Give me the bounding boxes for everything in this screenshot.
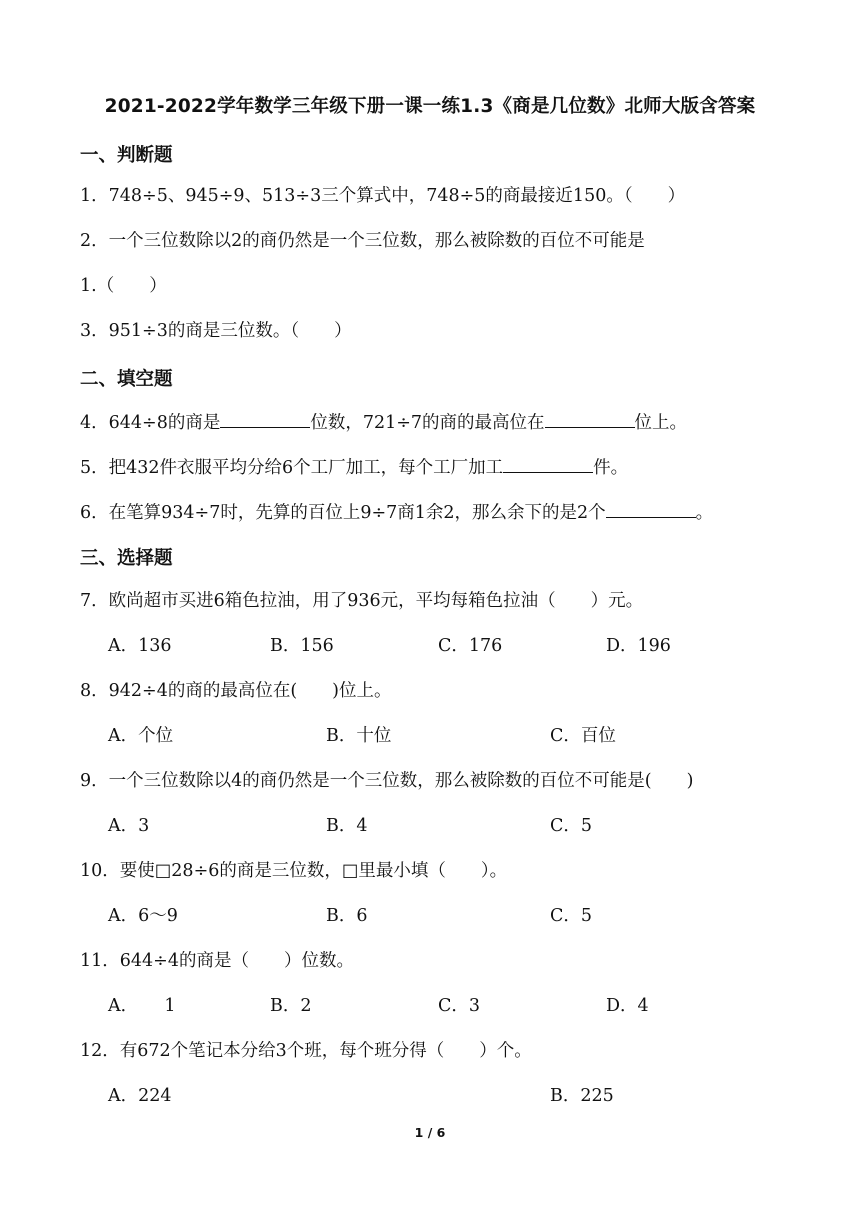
question-4-part-3: 位上。	[634, 413, 688, 433]
question-7: 7．欧尚超市买进6箱色拉油，用了936元，平均每箱色拉油（ ）元。	[80, 591, 644, 611]
option-a: A．3	[108, 816, 150, 836]
option-c: C．5	[550, 906, 593, 926]
question-4-part-1: 4．644÷8的商是	[80, 413, 221, 433]
question-3: 3．951÷3的商是三位数。（ ）	[80, 321, 352, 341]
option-a: A．224	[108, 1086, 172, 1106]
question-6	[80, 499, 713, 525]
option-a: A．136	[108, 636, 172, 656]
question-2-line-1: 2．一个三位数除以2的商仍然是一个三位数，那么被除数的百位不可能是	[80, 231, 645, 251]
option-c: C．176	[438, 636, 503, 656]
question-5-part-2: 件。	[593, 458, 629, 478]
option-b: B．225	[550, 1086, 614, 1106]
answer-blank	[545, 409, 635, 428]
question-5-part-1: 5．把432件衣服平均分给6个工厂加工，每个工厂加工	[80, 458, 504, 478]
option-a: A． 1	[108, 996, 176, 1016]
question-4-part-2: 位数，721÷7的商的最高位在	[310, 413, 545, 433]
option-b: B．6	[326, 906, 368, 926]
option-b: B．156	[270, 636, 334, 656]
question-1: 1．748÷5、945÷9、513÷3三个算式中，748÷5的商最接近150。（ ）	[80, 186, 686, 206]
question-12: 12．有672个笔记本分给3个班，每个班分得（ ）个。	[80, 1041, 532, 1061]
option-a: A．个位	[108, 726, 174, 746]
option-d: D．196	[606, 636, 671, 656]
question-8: 8．942÷4的商的最高位在( )位上。	[80, 681, 392, 701]
answer-blank	[503, 454, 593, 473]
question-5	[80, 454, 628, 480]
question-6-part-1: 6．在笔算934÷7时，先算的百位上9÷7商1余2，那么余下的是2个	[80, 503, 606, 523]
answer-blank	[606, 499, 696, 518]
question-9: 9．一个三位数除以4的商仍然是一个三位数，那么被除数的百位不可能是( )	[80, 771, 694, 791]
option-b: B．4	[326, 816, 368, 836]
option-d: D．4	[606, 996, 649, 1016]
section-multiple-choice: 三、选择题	[80, 548, 173, 569]
section-fill-blank: 二、填空题	[80, 369, 173, 390]
option-c: C．百位	[550, 726, 616, 746]
page-number: 1 / 6	[414, 1125, 446, 1140]
option-b: B．2	[270, 996, 312, 1016]
question-2-line-2: 1.（ ）	[80, 276, 167, 296]
question-6-part-2: 。	[695, 503, 714, 523]
option-c: C．3	[438, 996, 481, 1016]
document-title: 2021-2022学年数学三年级下册一课一练1.3《商是几位数》北师大版含答案	[104, 96, 756, 117]
question-10: 10．要使□28÷6的商是三位数，□里最小填（ ）。	[80, 861, 508, 881]
option-a: A．6～9	[108, 906, 178, 926]
question-11: 11．644÷4的商是（ ）位数。	[80, 951, 354, 971]
answer-blank	[220, 409, 310, 428]
question-4	[80, 409, 687, 435]
option-b: B．十位	[326, 726, 392, 746]
section-true-false: 一、判断题	[80, 145, 173, 166]
option-c: C．5	[550, 816, 593, 836]
